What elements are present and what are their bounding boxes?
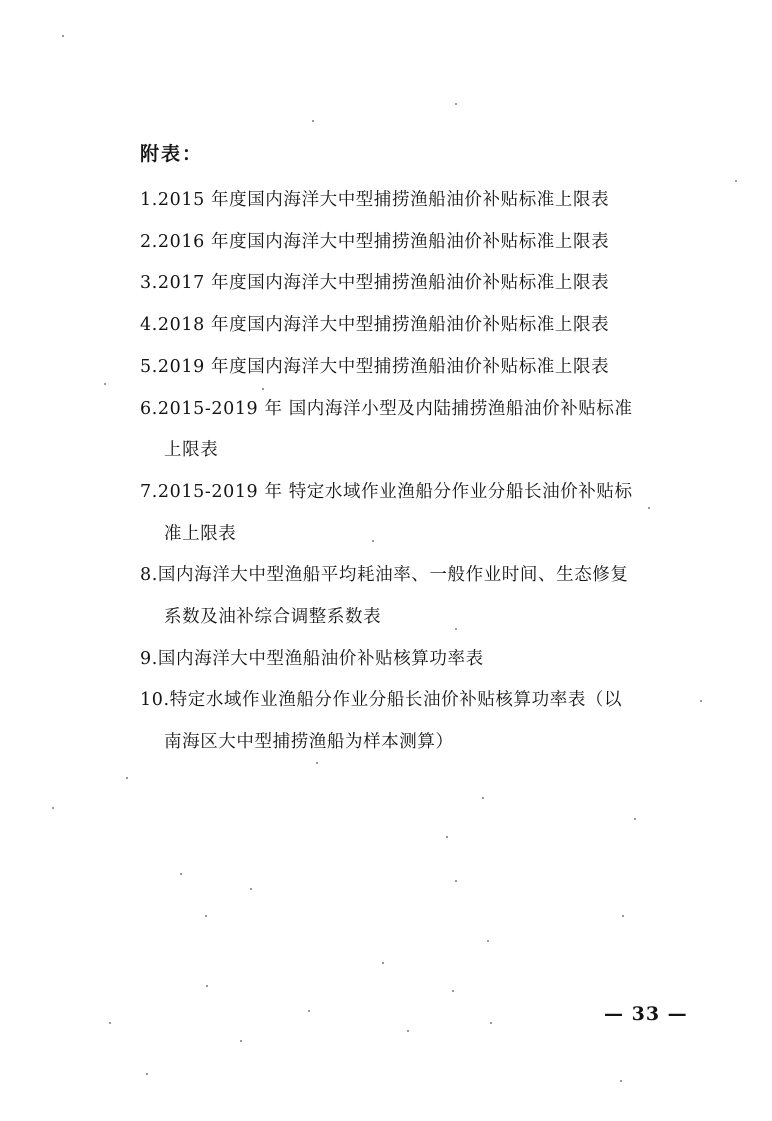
scan-speck bbox=[206, 985, 208, 987]
scan-speck bbox=[482, 797, 484, 799]
scan-speck bbox=[372, 540, 374, 542]
list-item bbox=[140, 305, 700, 347]
list-item bbox=[140, 389, 700, 472]
list-item-continuation: 系数及油补综合调整系数表 bbox=[164, 607, 382, 628]
scan-speck bbox=[205, 915, 207, 917]
scan-speck bbox=[735, 180, 737, 182]
appendix-heading: 附表： bbox=[140, 143, 204, 165]
scan-speck bbox=[446, 836, 448, 838]
list-item-line: 7.2015-2019 年 特定水域作业渔船分作业分船长油价补贴标 bbox=[140, 481, 633, 502]
scan-speck bbox=[308, 1010, 310, 1012]
scan-speck bbox=[104, 383, 106, 385]
list-item-line: 4.2018 年度国内海洋大中型捕捞渔船油价补贴标准上限表 bbox=[140, 315, 610, 336]
scan-speck bbox=[62, 35, 64, 37]
scan-speck bbox=[487, 940, 489, 942]
scan-speck bbox=[180, 873, 182, 875]
list-item-line: 1.2015 年度国内海洋大中型捕捞渔船油价补贴标准上限表 bbox=[140, 190, 610, 210]
page-number: — 33 — bbox=[604, 1003, 688, 1025]
list-item-line: 2.2016 年度国内海洋大中型捕捞渔船油价补贴标准上限表 bbox=[140, 231, 610, 252]
scan-speck bbox=[455, 103, 457, 105]
list-item-continuation: 准上限表 bbox=[164, 523, 237, 544]
list-item bbox=[140, 263, 700, 305]
list-item bbox=[140, 680, 700, 763]
scan-speck bbox=[620, 1080, 622, 1082]
scan-speck bbox=[52, 807, 54, 809]
scan-speck bbox=[262, 388, 264, 390]
scan-speck bbox=[455, 880, 457, 882]
list-item-line: 3.2017 年度国内海洋大中型捕捞渔船油价补贴标准上限表 bbox=[140, 273, 610, 294]
scan-speck bbox=[240, 1040, 242, 1042]
scan-speck bbox=[634, 818, 636, 820]
scan-speck bbox=[312, 120, 314, 122]
scan-speck bbox=[407, 1030, 409, 1032]
scan-speck bbox=[109, 1022, 111, 1024]
scan-speck bbox=[700, 700, 702, 702]
scan-speck bbox=[490, 1022, 492, 1024]
scan-speck bbox=[452, 990, 454, 992]
list-item-continuation: 上限表 bbox=[164, 440, 219, 461]
list-item bbox=[140, 222, 700, 264]
appendix-list bbox=[140, 180, 700, 764]
scan-speck bbox=[382, 962, 384, 964]
scan-speck bbox=[316, 762, 318, 764]
list-item bbox=[140, 180, 700, 222]
scan-speck bbox=[146, 1073, 148, 1075]
list-item-continuation: 南海区大中型捕捞渔船为样本测算） bbox=[164, 732, 454, 753]
list-item-line: 6.2015-2019 年 国内海洋小型及内陆捕捞渔船油价补贴标准 bbox=[140, 398, 633, 419]
scan-speck bbox=[126, 777, 128, 779]
list-item bbox=[140, 347, 700, 389]
list-item-line: 8.国内海洋大中型渔船平均耗油率、一般作业时间、生态修复 bbox=[140, 565, 629, 586]
list-item-line: 5.2019 年度国内海洋大中型捕捞渔船油价补贴标准上限表 bbox=[140, 356, 610, 377]
scan-speck bbox=[250, 888, 252, 890]
scan-speck bbox=[622, 915, 624, 917]
scan-speck bbox=[648, 507, 650, 509]
list-item bbox=[140, 639, 700, 681]
list-item bbox=[140, 472, 700, 555]
scan-speck bbox=[455, 628, 457, 630]
list-item-line: 10.特定水域作业渔船分作业分船长油价补贴核算功率表（以 bbox=[140, 690, 623, 711]
list-item bbox=[140, 555, 700, 638]
list-item-line: 9.国内海洋大中型渔船油价补贴核算功率表 bbox=[140, 648, 484, 669]
